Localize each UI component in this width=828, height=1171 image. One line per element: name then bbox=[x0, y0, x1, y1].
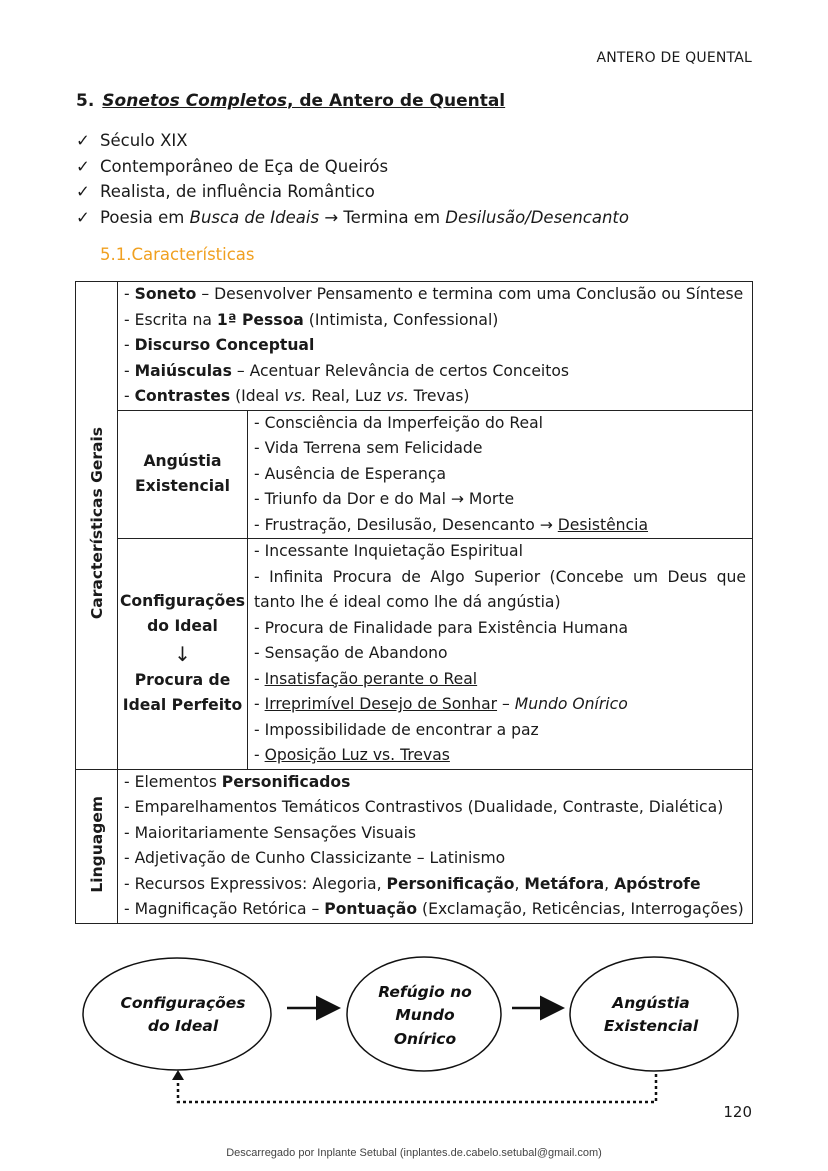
download-footer: Descarregado por Inplante Setubal (inplantes.de.cabelo.setubal@gmail.com) bbox=[226, 1147, 602, 1159]
checklist-item bbox=[76, 205, 629, 231]
angustia-line: - Vida Terrena sem Felicidade bbox=[254, 439, 483, 457]
language-line: - Maioritariamente Sensações Visuais bbox=[124, 823, 417, 842]
section-number: 5. bbox=[76, 91, 95, 111]
section-title bbox=[76, 91, 505, 111]
group-label-general: Características Gerais bbox=[87, 427, 106, 620]
checklist-text: Poesia em bbox=[100, 207, 190, 227]
general-cell bbox=[118, 282, 753, 411]
config-label: Procura de bbox=[134, 670, 231, 689]
angustia-label: Existencial bbox=[135, 477, 230, 496]
node-ellipse bbox=[570, 957, 738, 1071]
config-label-cell bbox=[118, 539, 248, 770]
language-line: - Elementos Personificados bbox=[124, 772, 351, 791]
checkmark-icon: ✓ bbox=[76, 131, 90, 150]
language-cell bbox=[118, 769, 753, 923]
checklist-text: → Termina em bbox=[319, 207, 446, 227]
checklist-text: Século XIX bbox=[100, 131, 188, 150]
config-cell bbox=[248, 539, 753, 770]
characteristics-table bbox=[75, 281, 753, 924]
checkmark-icon: ✓ bbox=[76, 156, 90, 176]
header-author: ANTERO DE QUENTAL bbox=[596, 50, 752, 66]
checklist-emphasis: Desilusão/Desencanto bbox=[445, 207, 629, 227]
node-config-label: do Ideal bbox=[147, 1017, 219, 1035]
general-line: - Contrastes (Ideal vs. Real, Luz vs. Trevas) bbox=[124, 387, 470, 405]
subsection-title: 5.1.Características bbox=[100, 245, 255, 264]
language-line: - Emparelhamentos Temáticos Contrastivos (Dualidade, Contraste, Dialética) bbox=[124, 798, 724, 816]
arrow-up-icon bbox=[172, 1070, 184, 1080]
angustia-cell bbox=[248, 410, 753, 539]
node-refugio-label: Refúgio no bbox=[378, 983, 472, 1001]
config-line: - Procura de Finalidade para Existência Humana bbox=[254, 618, 629, 637]
checklist-item bbox=[76, 179, 629, 205]
angustia-label-cell bbox=[118, 410, 248, 539]
config-line: - Sensação de Abandono bbox=[254, 644, 448, 662]
language-line: - Magnificação Retórica – Pontuação (Exclamação, Reticências, Interrogações) bbox=[124, 900, 744, 918]
checkmark-icon: ✓ bbox=[76, 207, 90, 227]
general-line: - Discurso Conceptual bbox=[124, 336, 315, 354]
node-config-label: Configurações bbox=[120, 994, 246, 1012]
checklist-item bbox=[76, 128, 629, 154]
config-line: - Irreprimível Desejo de Sonhar – Mundo Onírico bbox=[254, 695, 628, 713]
arrow-down-icon: ↓ bbox=[174, 641, 191, 666]
checklist-item bbox=[76, 154, 629, 180]
language-line: - Adjetivação de Cunho Classicizante – Latinismo bbox=[124, 849, 506, 867]
feedback-arrow bbox=[178, 1074, 656, 1102]
group-label-cell bbox=[76, 282, 118, 770]
config-line: - Impossibilidade de encontrar a paz bbox=[254, 720, 539, 739]
config-line: - Infinita Procura de Algo Superior (Concebe um Deus que tanto lhe é ideal como lhe dá angústia) bbox=[254, 567, 746, 611]
config-label: Configurações bbox=[119, 591, 246, 610]
node-angustia-label: Existencial bbox=[603, 1017, 699, 1035]
general-line: - Escrita na 1ª Pessoa (Intimista, Confessional) bbox=[124, 310, 499, 329]
section-title-rest: , de Antero de Quental bbox=[287, 91, 506, 111]
checkmark-icon: ✓ bbox=[76, 182, 90, 201]
angustia-line: - Triunfo da Dor e do Mal → Morte bbox=[254, 490, 515, 508]
node-angustia-label: Angústia bbox=[612, 994, 690, 1012]
node-refugio-label: Onírico bbox=[393, 1030, 457, 1048]
group-label-language: Linguagem bbox=[87, 795, 106, 893]
angustia-line: - Ausência de Esperança bbox=[254, 464, 447, 483]
node-ellipse bbox=[83, 958, 271, 1070]
group-label-cell bbox=[76, 769, 118, 923]
config-line: - Incessante Inquietação Espiritual bbox=[254, 542, 523, 560]
config-label: Ideal Perfeito bbox=[122, 696, 243, 715]
flow-diagram bbox=[0, 950, 828, 1120]
angustia-label: Angústia bbox=[143, 451, 222, 470]
checklist-emphasis: Busca de Ideais bbox=[189, 207, 320, 227]
general-line: - Maiúsculas – Acentuar Relevância de certos Conceitos bbox=[124, 361, 570, 380]
checklist-text: Realista, de influência Romântico bbox=[100, 182, 375, 201]
language-line: - Recursos Expressivos: Alegoria, Personificação, Metáfora, Apóstrofe bbox=[124, 874, 701, 893]
general-line: - Soneto – Desenvolver Pensamento e termina com uma Conclusão ou Síntese bbox=[124, 285, 744, 303]
page-number: 120 bbox=[723, 1103, 752, 1121]
config-line: - Insatisfação perante o Real bbox=[254, 669, 478, 688]
config-line: - Oposição Luz vs. Trevas bbox=[254, 746, 450, 764]
checklist bbox=[76, 128, 629, 230]
angustia-line: - Consciência da Imperfeição do Real bbox=[254, 413, 543, 432]
config-label: do Ideal bbox=[147, 617, 218, 636]
section-title-italic: Sonetos Completos bbox=[102, 91, 288, 111]
checklist-text: Contemporâneo de Eça de Queirós bbox=[100, 156, 389, 176]
angustia-line: - Frustração, Desilusão, Desencanto → Desistência bbox=[254, 515, 649, 534]
node-refugio-label: Mundo bbox=[395, 1006, 455, 1024]
